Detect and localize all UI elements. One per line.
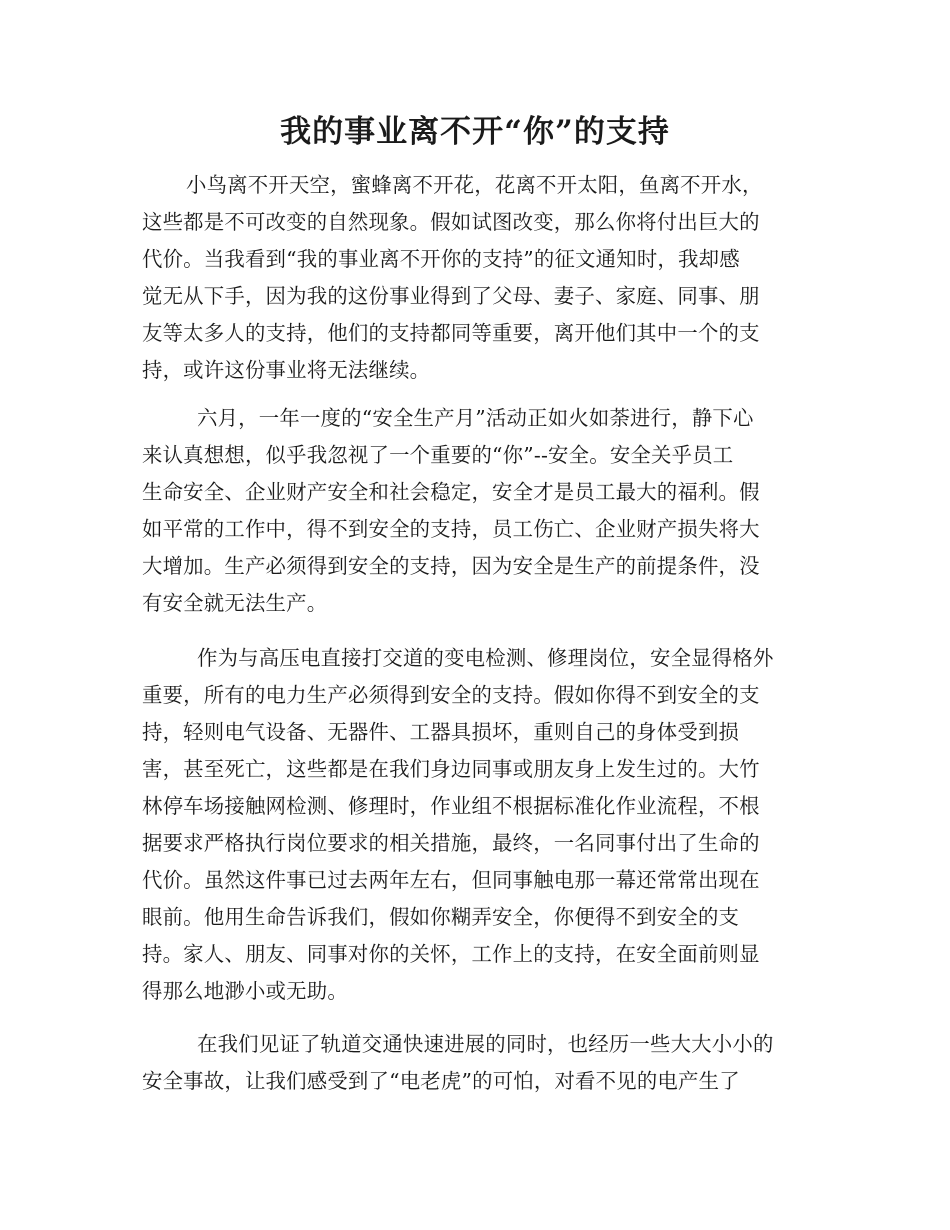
paragraph-line: 如平常的工作中，得不到安全的支持，员工伤亡、企业财产损失将大 xyxy=(142,517,760,541)
paragraph-line: 据要求严格执行岗位要求的相关措施，最终，一名同事付出了生命的 xyxy=(142,831,760,855)
paragraph-2 xyxy=(142,400,812,622)
paragraph-line: 觉无从下手，因为我的这份事业得到了父母、妻子、家庭、同事、朋 xyxy=(142,284,760,308)
paragraph-line: 友等太多人的支持，他们的支持都同等重要，离开他们其中一个的支 xyxy=(142,321,760,345)
paragraph-line: 这些都是不可改变的自然现象。假如试图改变，那么你将付出巨大的 xyxy=(142,210,760,234)
paragraph-line: 生命安全、企业财产安全和社会稳定，安全才是员工最大的福利。假 xyxy=(142,480,760,504)
paragraph-line: 代价。虽然这件事已过去两年左右，但同事触电那一幕还常常出现在 xyxy=(142,868,760,892)
paragraph-line: 林停车场接触网检测、修理时，作业组不根据标准化作业流程，不根 xyxy=(142,794,760,818)
paragraph-line: 安全事故，让我们感受到了“电老虎”的可怕，对看不见的电产生了 xyxy=(142,1069,740,1093)
paragraph-line: 有安全就无法生产。 xyxy=(142,591,328,615)
paragraph-line: 小鸟离不开天空，蜜蜂离不开花，花离不开太阳，鱼离不开水， xyxy=(186,173,763,197)
paragraph-line: 来认真想想，似乎我忽视了一个重要的“你”--安全。安全关乎员工 xyxy=(142,443,734,467)
paragraph-line: 持。家人、朋友、同事对你的关怀，工作上的支持，在安全面前则显 xyxy=(142,942,760,966)
paragraph-line: 大增加。生产必须得到安全的支持，因为安全是生产的前提条件，没 xyxy=(142,554,760,578)
paragraph-line: 眼前。他用生命告诉我们，假如你糊弄安全，你便得不到安全的支 xyxy=(142,905,740,929)
paragraph-line: 得那么地渺小或无助。 xyxy=(142,979,348,1003)
document-title: 我的事业离不开“你”的支持 xyxy=(280,114,670,150)
paragraph-3 xyxy=(142,640,812,1010)
paragraph-line: 六月，一年一度的“安全生产月”活动正如火如荼进行，静下心 xyxy=(197,406,754,430)
paragraph-line: 代价。当我看到“我的事业离不开你的支持”的征文通知时，我却感 xyxy=(142,247,740,271)
paragraph-4 xyxy=(142,1026,812,1100)
paragraph-line: 持，或许这份事业将无法继续。 xyxy=(142,358,431,382)
paragraph-line: 害，甚至死亡，这些都是在我们身边同事或朋友身上发生过的。大竹 xyxy=(142,757,760,781)
paragraph-line: 作为与高压电直接打交道的变电检测、修理岗位，安全显得格外 xyxy=(197,646,774,670)
paragraph-line: 重要，所有的电力生产必须得到安全的支持。假如你得不到安全的支 xyxy=(142,683,760,707)
paragraph-1 xyxy=(142,167,812,389)
paragraph-line: 持，轻则电气设备、无器件、工器具损坏，重则自己的身体受到损 xyxy=(142,720,740,744)
paragraph-line: 在我们见证了轨道交通快速进展的同时，也经历一些大大小小的 xyxy=(197,1032,774,1056)
